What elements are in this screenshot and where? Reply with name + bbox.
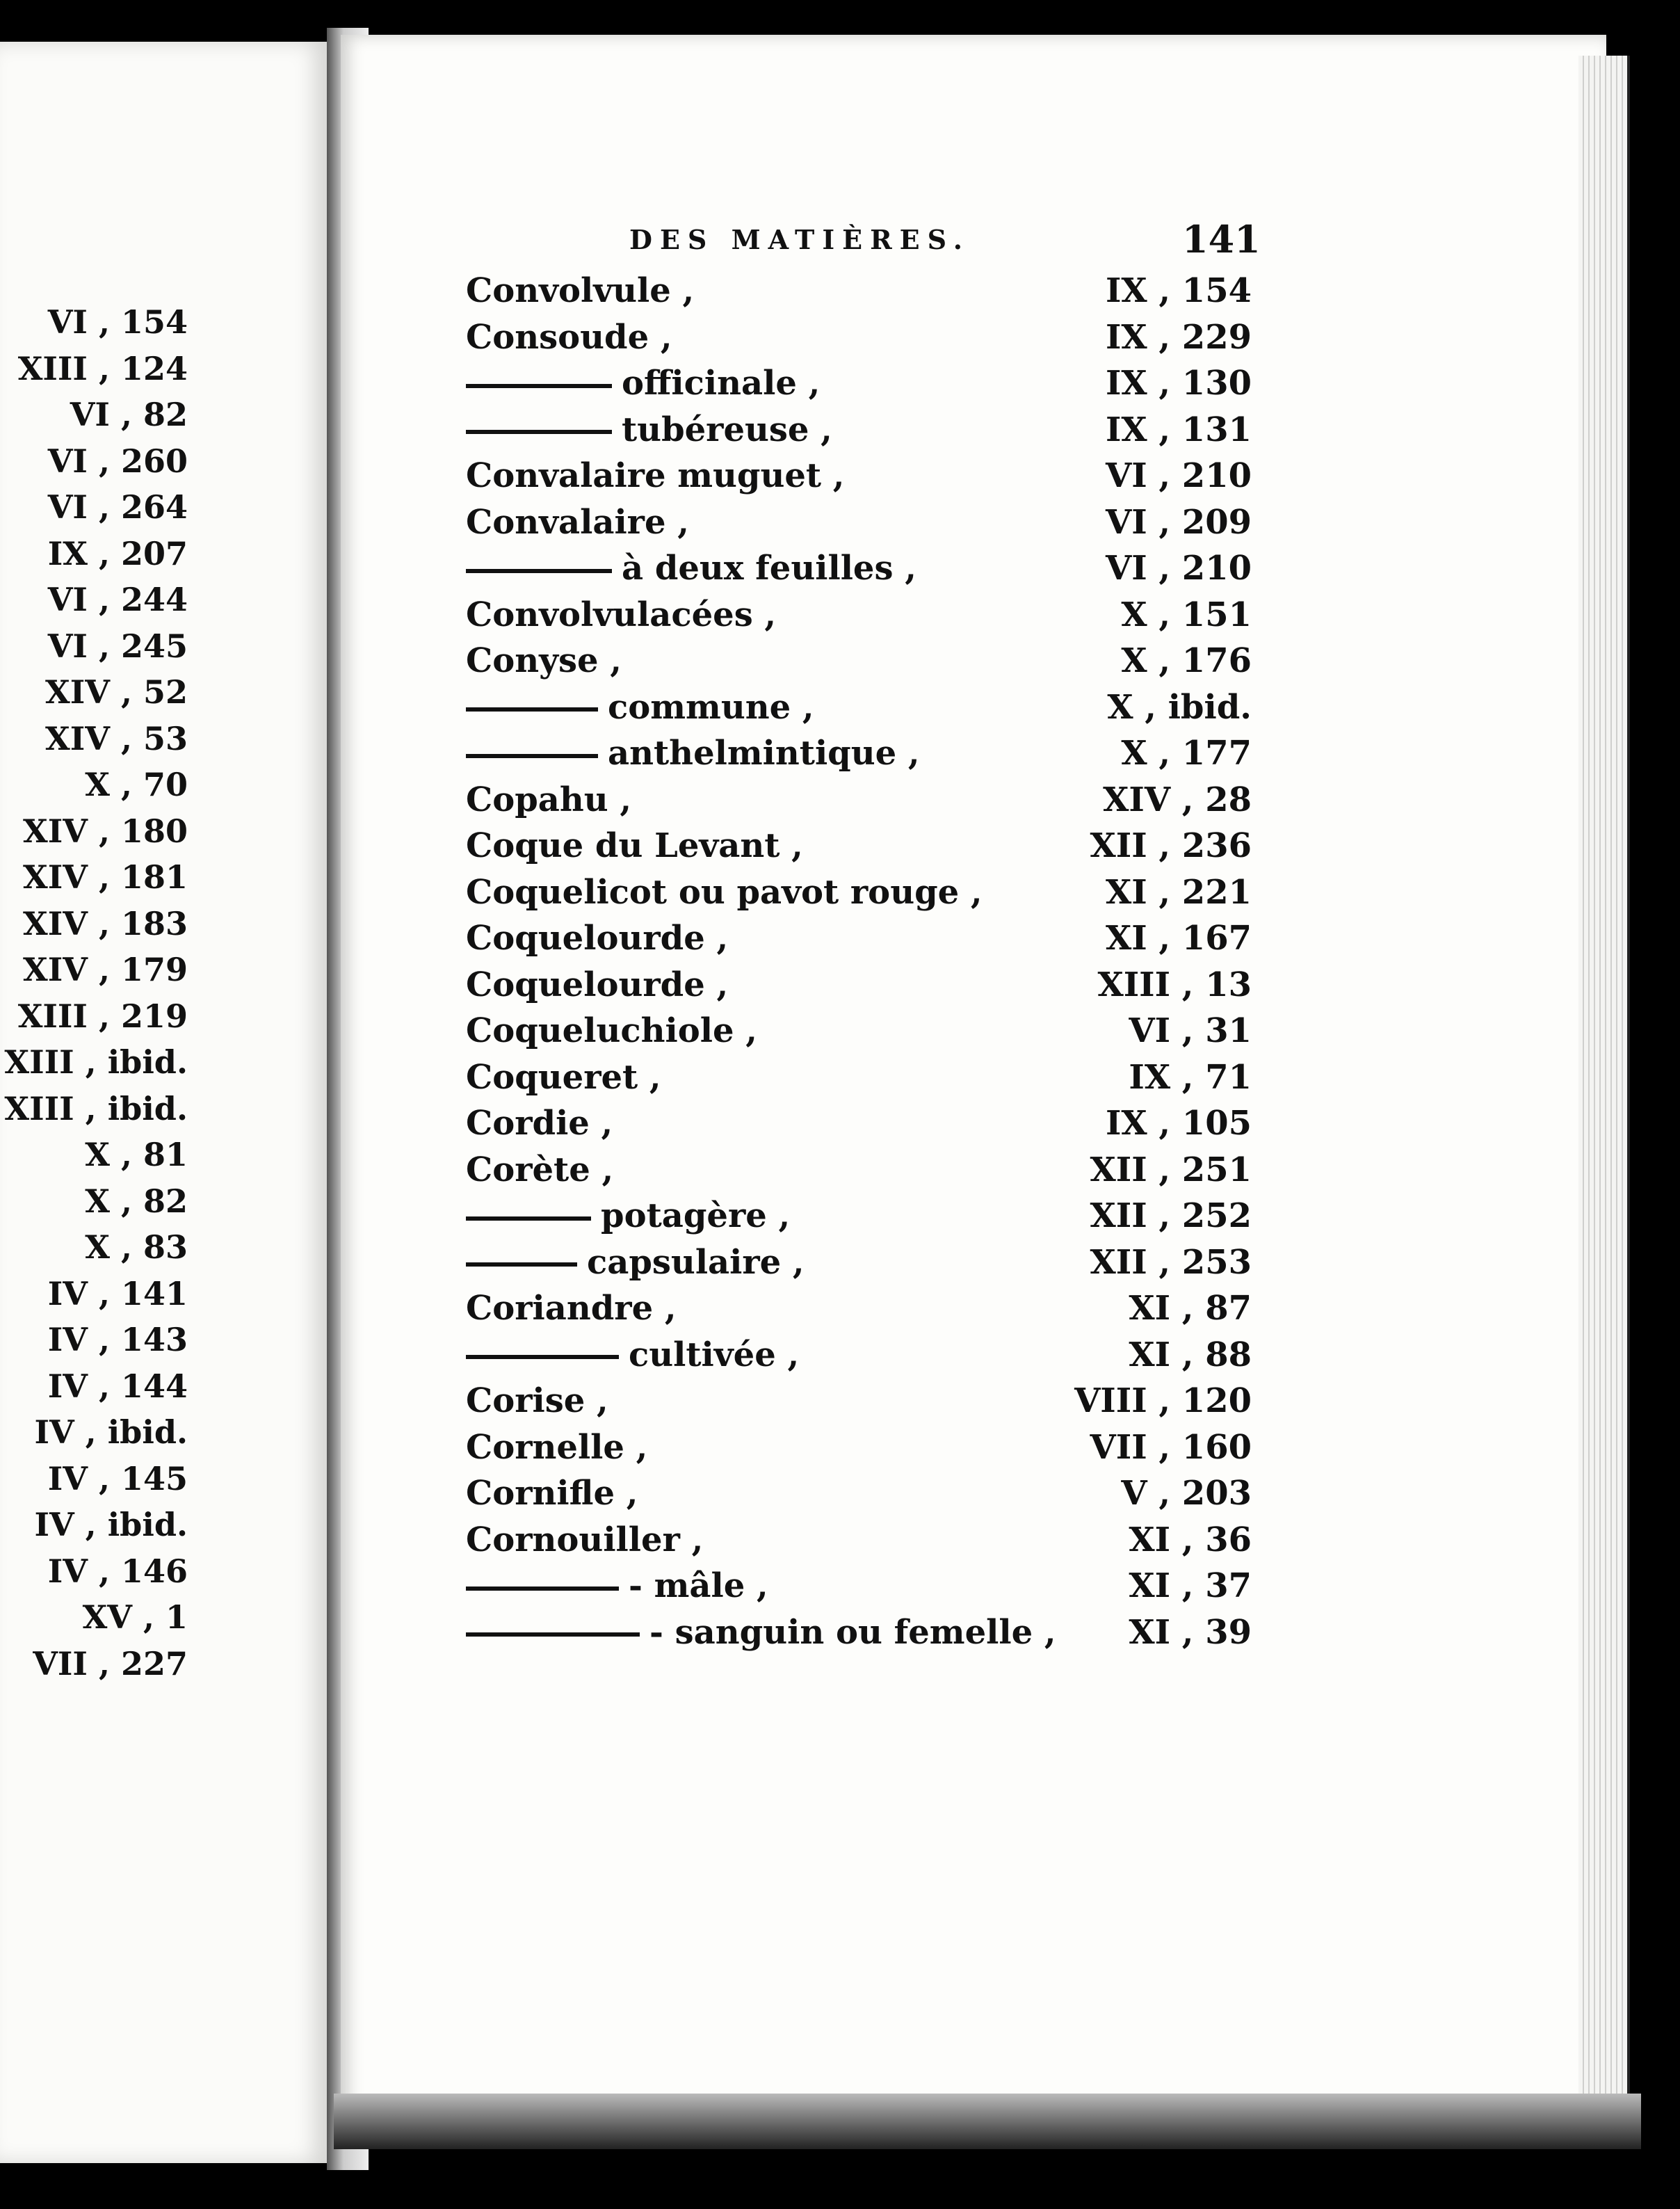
index-subterm	[466, 1332, 799, 1379]
page-edges	[1578, 56, 1630, 2107]
index-term	[466, 823, 803, 869]
index-term	[466, 1470, 638, 1517]
index-term	[466, 1424, 647, 1471]
volume-page-reference: VII , 160	[1090, 1427, 1252, 1467]
index-term	[466, 1285, 677, 1332]
running-head: DES MATIÈRES.	[629, 224, 970, 255]
ditto-dash	[466, 384, 612, 388]
index-subterm	[466, 1609, 1056, 1656]
left-reference: IV , ibid.	[34, 1413, 188, 1451]
volume-page-reference: XI , 36	[1129, 1520, 1252, 1559]
left-reference: X , 70	[85, 766, 188, 803]
ditto-dash	[466, 1632, 640, 1637]
left-reference: XIV , 53	[45, 719, 188, 757]
term-text: Convalaire muguet ,	[466, 456, 845, 495]
volume-page-reference: X , ibid.	[1107, 687, 1252, 727]
index-subterm	[466, 1239, 805, 1286]
left-reference: X , 81	[85, 1136, 188, 1173]
left-reference: VI , 260	[47, 442, 188, 480]
index-term	[466, 268, 694, 314]
volume-page-reference: XIV , 28	[1103, 780, 1252, 819]
volume-page-reference: X , 177	[1121, 734, 1252, 773]
page-bottom-shadow	[334, 2094, 1641, 2149]
left-reference: VII , 227	[33, 1644, 188, 1682]
volume-page-reference: VI , 210	[1105, 549, 1252, 588]
term-text: - sanguin ou femelle ,	[649, 1612, 1056, 1652]
index-subterm	[466, 1563, 768, 1609]
volume-page-reference: IX , 71	[1129, 1057, 1252, 1097]
term-text: à deux feuilles ,	[622, 549, 916, 588]
volume-page-reference: XI , 88	[1129, 1335, 1252, 1374]
index-entry	[466, 1378, 1252, 1424]
term-text: Coquelourde ,	[466, 965, 729, 1004]
volume-page-reference: VI , 210	[1105, 456, 1252, 495]
index-term	[466, 962, 728, 1009]
index-entry	[466, 1147, 1252, 1194]
index-entry	[466, 684, 1252, 731]
ditto-dash	[466, 1262, 577, 1267]
term-text: Convolvulacées ,	[466, 595, 777, 634]
volume-page-reference: XI , 221	[1105, 872, 1252, 912]
index-term	[466, 1147, 613, 1194]
left-reference: XIII , ibid.	[4, 1043, 188, 1081]
ditto-dash	[466, 1216, 591, 1221]
index-entry	[466, 1517, 1252, 1564]
left-reference: X , 82	[85, 1182, 188, 1220]
index-entry	[466, 1239, 1252, 1286]
term-text: Coquelicot ou pavot rouge ,	[466, 872, 983, 912]
index-entry	[466, 1193, 1252, 1239]
term-text: Coque du Levant ,	[466, 826, 803, 865]
volume-page-reference: XII , 252	[1090, 1196, 1252, 1235]
index-entry	[466, 1008, 1252, 1054]
left-reference: IV , 144	[47, 1367, 188, 1405]
term-text: Copahu ,	[466, 780, 632, 819]
term-text: Consoude ,	[466, 317, 672, 357]
index-term	[466, 915, 728, 962]
index-term	[466, 1054, 661, 1101]
volume-page-reference: XI , 167	[1105, 919, 1252, 958]
volume-page-reference: XI , 39	[1129, 1612, 1252, 1652]
left-reference: IV , 141	[47, 1274, 188, 1312]
index-entry	[466, 962, 1252, 1009]
index-term	[466, 1008, 757, 1054]
term-text: Coqueluchiole ,	[466, 1011, 757, 1050]
page-number: 141	[1182, 217, 1261, 262]
ditto-dash	[466, 1355, 619, 1359]
term-text: commune ,	[608, 687, 814, 727]
index-term	[466, 453, 845, 499]
index-entry	[466, 1424, 1252, 1471]
left-reference: XIV , 180	[23, 812, 188, 850]
volume-page-reference: XII , 253	[1090, 1242, 1252, 1282]
index-entry	[466, 499, 1252, 546]
left-reference: IV , 145	[47, 1459, 188, 1497]
index-entry	[466, 1470, 1252, 1517]
index-entry	[466, 545, 1252, 592]
index-entry	[466, 1609, 1252, 1656]
left-reference: IX , 207	[47, 534, 188, 572]
term-text: Cornifle ,	[466, 1474, 638, 1513]
term-text: potagère ,	[601, 1196, 791, 1235]
term-text: cultivée ,	[629, 1335, 800, 1374]
index-entry	[466, 823, 1252, 869]
index-entry	[466, 638, 1252, 684]
index-subterm	[466, 407, 832, 453]
ditto-dash	[466, 754, 598, 758]
volume-page-reference: XIII , 13	[1097, 965, 1252, 1004]
left-reference: XIV , 183	[23, 904, 188, 942]
volume-page-reference: IX , 229	[1105, 317, 1252, 357]
left-reference: XIV , 52	[45, 673, 188, 711]
left-reference: IV , 146	[47, 1552, 188, 1590]
index-entry	[466, 1332, 1252, 1379]
index-entry	[466, 453, 1252, 499]
left-reference: VI , 82	[70, 396, 188, 433]
index-entry	[466, 407, 1252, 453]
term-text: Conyse ,	[466, 641, 622, 680]
left-reference: XIII , ibid.	[4, 1089, 188, 1127]
term-text: Convolvule ,	[466, 271, 695, 310]
left-reference: VI , 245	[47, 627, 188, 665]
left-reference: XIII , 124	[17, 349, 188, 387]
index-entry	[466, 730, 1252, 777]
left-reference: XV , 1	[82, 1598, 188, 1636]
term-text: Coriandre ,	[466, 1289, 677, 1328]
left-reference: VI , 154	[47, 303, 188, 341]
left-reference: XIV , 179	[23, 951, 188, 988]
index-subterm	[466, 360, 820, 407]
volume-page-reference: VIII , 120	[1074, 1381, 1252, 1420]
left-reference: IV , 143	[47, 1321, 188, 1358]
volume-page-reference: XI , 87	[1129, 1289, 1252, 1328]
term-text: Convalaire ,	[466, 502, 689, 542]
term-text: Coquelourde ,	[466, 919, 729, 958]
term-text: Cordie ,	[466, 1104, 613, 1143]
index-term	[466, 499, 689, 546]
index-entry	[466, 915, 1252, 962]
index-subterm	[466, 684, 814, 731]
index-term	[466, 638, 622, 684]
volume-page-reference: XI , 37	[1129, 1566, 1252, 1605]
index-term	[466, 777, 631, 824]
left-page-references	[0, 299, 188, 1687]
index-entry	[466, 268, 1252, 314]
left-reference: XIII , 219	[17, 997, 188, 1035]
ditto-dash	[466, 707, 598, 712]
term-text: Coqueret ,	[466, 1057, 661, 1097]
volume-page-reference: XII , 236	[1090, 826, 1252, 865]
volume-page-reference: IX , 154	[1105, 271, 1252, 310]
index-subterm	[466, 545, 916, 592]
index-entry	[466, 1563, 1252, 1609]
index-term	[466, 1378, 608, 1424]
term-text: Cornouiller ,	[466, 1520, 704, 1559]
index-entry	[466, 360, 1252, 407]
term-text: Corète ,	[466, 1150, 614, 1189]
volume-page-reference: VI , 209	[1105, 502, 1252, 542]
index-subterm	[466, 730, 920, 777]
volume-page-reference: IX , 131	[1105, 410, 1252, 449]
ditto-dash	[466, 1587, 619, 1591]
volume-page-reference: V , 203	[1121, 1474, 1252, 1513]
term-text: Corise ,	[466, 1381, 608, 1420]
volume-page-reference: X , 176	[1121, 641, 1252, 680]
index-term	[466, 1517, 703, 1564]
index-entry	[466, 1054, 1252, 1101]
index-term	[466, 592, 776, 638]
term-text: - mâle ,	[629, 1566, 768, 1605]
ditto-dash	[466, 430, 612, 434]
index-subterm	[466, 1193, 790, 1239]
term-text: tubéreuse ,	[622, 410, 832, 449]
index-term	[466, 1100, 613, 1147]
volume-page-reference: IX , 105	[1105, 1104, 1252, 1143]
volume-page-reference: IX , 130	[1105, 364, 1252, 403]
index-entry	[466, 777, 1252, 824]
term-text: Cornelle ,	[466, 1427, 648, 1467]
volume-page-reference: X , 151	[1121, 595, 1252, 634]
term-text: officinale ,	[622, 364, 821, 403]
ditto-dash	[466, 569, 612, 573]
index-term	[466, 869, 983, 916]
index-entry	[466, 1285, 1252, 1332]
term-text: anthelmintique ,	[608, 734, 920, 773]
term-text: capsulaire ,	[587, 1242, 805, 1282]
volume-page-reference: XII , 251	[1090, 1150, 1252, 1189]
index-entry	[466, 869, 1252, 916]
left-reference: VI , 264	[47, 488, 188, 526]
index-list	[466, 268, 1252, 1655]
left-page	[0, 42, 331, 2163]
index-term	[466, 314, 672, 361]
index-entry	[466, 1100, 1252, 1147]
left-reference: X , 83	[85, 1228, 188, 1266]
left-reference: XIV , 181	[23, 858, 188, 896]
left-reference: IV , ibid.	[34, 1506, 188, 1543]
index-entry	[466, 592, 1252, 638]
left-reference: VI , 244	[47, 581, 188, 618]
index-entry	[466, 314, 1252, 361]
volume-page-reference: VI , 31	[1129, 1011, 1252, 1050]
